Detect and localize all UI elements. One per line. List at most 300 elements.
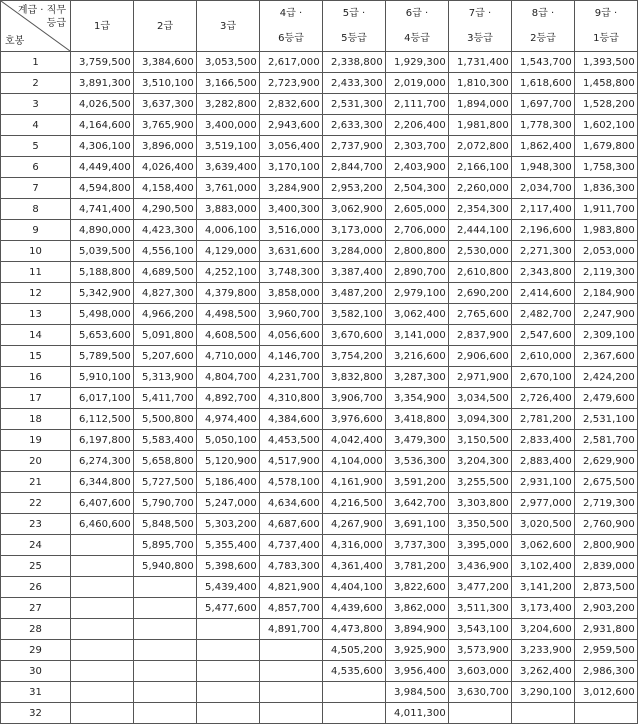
salary-cell: 4,231,700 xyxy=(260,367,323,388)
salary-cell: 4,594,800 xyxy=(71,178,134,199)
salary-cell: 2,844,700 xyxy=(323,157,386,178)
salary-cell xyxy=(197,619,260,640)
step-cell: 26 xyxy=(1,577,71,598)
salary-cell xyxy=(260,703,323,724)
salary-cell: 3,053,500 xyxy=(197,52,260,73)
salary-cell: 3,883,000 xyxy=(197,199,260,220)
grade-header-line1: 4급 · xyxy=(279,8,303,19)
salary-cell: 3,303,800 xyxy=(449,493,512,514)
salary-cell: 1,618,600 xyxy=(512,73,575,94)
salary-cell: 4,608,500 xyxy=(197,325,260,346)
salary-cell: 3,418,800 xyxy=(386,409,449,430)
salary-cell: 3,519,100 xyxy=(197,136,260,157)
salary-cell: 1,697,700 xyxy=(512,94,575,115)
salary-cell: 2,953,200 xyxy=(323,178,386,199)
salary-cell: 3,400,000 xyxy=(197,115,260,136)
salary-cell: 3,822,600 xyxy=(386,577,449,598)
salary-cell: 4,310,800 xyxy=(260,388,323,409)
salary-cell: 5,039,500 xyxy=(71,241,134,262)
salary-cell: 1,911,700 xyxy=(575,199,638,220)
salary-cell: 5,498,000 xyxy=(71,304,134,325)
salary-cell xyxy=(71,703,134,724)
table-row xyxy=(1,472,638,493)
step-cell: 10 xyxy=(1,241,71,262)
salary-cell: 3,062,600 xyxy=(512,535,575,556)
table-row xyxy=(1,346,638,367)
salary-cell: 2,883,400 xyxy=(512,451,575,472)
salary-cell: 5,658,800 xyxy=(134,451,197,472)
salary-cell xyxy=(197,703,260,724)
salary-cell: 3,891,300 xyxy=(71,73,134,94)
step-cell: 1 xyxy=(1,52,71,73)
salary-cell: 5,940,800 xyxy=(134,556,197,577)
table-row xyxy=(1,598,638,619)
salary-cell: 4,804,700 xyxy=(197,367,260,388)
salary-cell: 2,403,900 xyxy=(386,157,449,178)
salary-cell: 3,516,000 xyxy=(260,220,323,241)
grade-header-cell xyxy=(512,1,575,52)
salary-cell: 3,284,000 xyxy=(323,241,386,262)
salary-cell: 3,759,500 xyxy=(71,52,134,73)
salary-cell: 5,355,400 xyxy=(197,535,260,556)
corner-top-line2: 등급 xyxy=(46,18,66,29)
salary-cell: 2,206,400 xyxy=(386,115,449,136)
step-cell: 17 xyxy=(1,388,71,409)
salary-cell xyxy=(134,619,197,640)
corner-bottom-label: 호봉 xyxy=(5,36,25,47)
salary-cell: 3,754,200 xyxy=(323,346,386,367)
salary-cell: 3,436,900 xyxy=(449,556,512,577)
salary-cell: 3,387,400 xyxy=(323,262,386,283)
salary-cell: 2,531,100 xyxy=(575,409,638,430)
salary-cell: 2,839,000 xyxy=(575,556,638,577)
salary-cell: 3,536,300 xyxy=(386,451,449,472)
step-cell: 11 xyxy=(1,262,71,283)
salary-cell: 4,892,700 xyxy=(197,388,260,409)
salary-cell: 3,670,600 xyxy=(323,325,386,346)
salary-cell: 2,610,800 xyxy=(449,262,512,283)
grade-header-cell xyxy=(71,1,134,52)
step-cell: 19 xyxy=(1,430,71,451)
salary-cell: 3,639,400 xyxy=(197,157,260,178)
salary-cell: 2,765,600 xyxy=(449,304,512,325)
salary-cell: 2,605,000 xyxy=(386,199,449,220)
salary-cell: 4,104,000 xyxy=(323,451,386,472)
step-cell: 22 xyxy=(1,493,71,514)
table-row xyxy=(1,493,638,514)
salary-cell: 3,350,500 xyxy=(449,514,512,535)
salary-cell: 3,262,400 xyxy=(512,661,575,682)
salary-cell: 3,511,300 xyxy=(449,598,512,619)
salary-cell: 2,977,000 xyxy=(512,493,575,514)
salary-cell: 3,748,300 xyxy=(260,262,323,283)
salary-cell: 3,284,900 xyxy=(260,178,323,199)
salary-cell: 1,778,300 xyxy=(512,115,575,136)
salary-cell: 3,020,500 xyxy=(512,514,575,535)
salary-cell: 4,473,800 xyxy=(323,619,386,640)
salary-cell: 3,642,700 xyxy=(386,493,449,514)
salary-cell: 3,761,000 xyxy=(197,178,260,199)
table-row xyxy=(1,52,638,73)
salary-cell: 2,530,000 xyxy=(449,241,512,262)
salary-cell: 5,207,600 xyxy=(134,346,197,367)
table-row xyxy=(1,556,638,577)
salary-cell: 3,170,100 xyxy=(260,157,323,178)
grade-header-line1: 6급 · xyxy=(405,8,429,19)
salary-cell: 3,255,500 xyxy=(449,472,512,493)
table-row xyxy=(1,682,638,703)
grade-header-line2: 3등급 xyxy=(467,33,493,44)
salary-cell: 2,433,300 xyxy=(323,73,386,94)
salary-cell: 2,424,200 xyxy=(575,367,638,388)
salary-cell: 3,216,600 xyxy=(386,346,449,367)
salary-cell: 2,959,500 xyxy=(575,640,638,661)
salary-cell: 3,400,300 xyxy=(260,199,323,220)
salary-cell: 4,158,400 xyxy=(134,178,197,199)
salary-cell xyxy=(323,682,386,703)
salary-cell xyxy=(260,640,323,661)
table-row xyxy=(1,220,638,241)
salary-cell: 4,535,600 xyxy=(323,661,386,682)
salary-cell: 3,062,400 xyxy=(386,304,449,325)
salary-cell: 5,848,500 xyxy=(134,514,197,535)
salary-cell: 3,395,000 xyxy=(449,535,512,556)
table-row xyxy=(1,178,638,199)
salary-cell: 3,896,000 xyxy=(134,136,197,157)
salary-cell: 5,050,100 xyxy=(197,430,260,451)
salary-cell: 4,974,400 xyxy=(197,409,260,430)
salary-cell: 6,344,800 xyxy=(71,472,134,493)
salary-cell: 4,216,500 xyxy=(323,493,386,514)
salary-cell: 4,821,900 xyxy=(260,577,323,598)
salary-cell: 3,691,100 xyxy=(386,514,449,535)
salary-cell: 4,689,500 xyxy=(134,262,197,283)
step-cell: 30 xyxy=(1,661,71,682)
salary-cell: 6,017,100 xyxy=(71,388,134,409)
salary-cell xyxy=(134,598,197,619)
salary-cell: 4,129,000 xyxy=(197,241,260,262)
salary-cell: 1,929,300 xyxy=(386,52,449,73)
salary-cell xyxy=(575,703,638,724)
salary-cell xyxy=(71,598,134,619)
salary-cell: 4,891,700 xyxy=(260,619,323,640)
salary-cell: 2,034,700 xyxy=(512,178,575,199)
salary-cell: 2,832,600 xyxy=(260,94,323,115)
salary-cell: 3,150,500 xyxy=(449,430,512,451)
salary-cell: 4,306,100 xyxy=(71,136,134,157)
salary-cell: 3,984,500 xyxy=(386,682,449,703)
step-cell: 16 xyxy=(1,367,71,388)
step-cell: 32 xyxy=(1,703,71,724)
salary-cell: 5,790,700 xyxy=(134,493,197,514)
salary-cell: 4,687,600 xyxy=(260,514,323,535)
salary-cell: 2,800,900 xyxy=(575,535,638,556)
salary-cell: 3,637,300 xyxy=(134,94,197,115)
salary-cell: 4,439,600 xyxy=(323,598,386,619)
header-row xyxy=(1,1,638,52)
salary-cell: 4,404,100 xyxy=(323,577,386,598)
salary-cell xyxy=(134,682,197,703)
salary-cell: 2,479,600 xyxy=(575,388,638,409)
table-row xyxy=(1,73,638,94)
salary-cell: 3,832,800 xyxy=(323,367,386,388)
salary-cell: 5,247,000 xyxy=(197,493,260,514)
salary-cell: 4,453,500 xyxy=(260,430,323,451)
grade-header-cell xyxy=(449,1,512,52)
salary-cell: 3,173,000 xyxy=(323,220,386,241)
salary-cell: 5,342,900 xyxy=(71,283,134,304)
salary-cell: 4,316,000 xyxy=(323,535,386,556)
salary-cell: 2,690,200 xyxy=(449,283,512,304)
grade-header-line1: 7급 · xyxy=(468,8,492,19)
salary-cell: 2,931,100 xyxy=(512,472,575,493)
salary-cell: 4,146,700 xyxy=(260,346,323,367)
salary-cell: 5,120,900 xyxy=(197,451,260,472)
salary-cell: 3,781,200 xyxy=(386,556,449,577)
salary-cell xyxy=(197,661,260,682)
salary-cell xyxy=(260,661,323,682)
salary-cell: 4,505,200 xyxy=(323,640,386,661)
salary-cell: 5,727,500 xyxy=(134,472,197,493)
step-cell: 4 xyxy=(1,115,71,136)
corner-top-label xyxy=(18,4,66,30)
table-row xyxy=(1,430,638,451)
salary-cell: 2,737,900 xyxy=(323,136,386,157)
salary-cell: 1,543,700 xyxy=(512,52,575,73)
table-body xyxy=(1,52,638,724)
table-row xyxy=(1,115,638,136)
table-row xyxy=(1,136,638,157)
salary-cell: 3,287,300 xyxy=(386,367,449,388)
grade-header-line2: 2등급 xyxy=(530,33,556,44)
salary-cell xyxy=(323,703,386,724)
table-row xyxy=(1,619,638,640)
grade-header-line2: 4등급 xyxy=(404,33,430,44)
table-row xyxy=(1,304,638,325)
grade-header-line2: 6등급 xyxy=(278,33,304,44)
salary-cell: 4,006,100 xyxy=(197,220,260,241)
salary-cell: 2,833,400 xyxy=(512,430,575,451)
salary-cell: 4,737,400 xyxy=(260,535,323,556)
salary-cell xyxy=(71,619,134,640)
salary-cell: 3,976,600 xyxy=(323,409,386,430)
salary-cell: 3,582,100 xyxy=(323,304,386,325)
salary-cell: 3,858,000 xyxy=(260,283,323,304)
salary-cell xyxy=(449,703,512,724)
salary-cell: 5,091,800 xyxy=(134,325,197,346)
salary-cell: 2,309,100 xyxy=(575,325,638,346)
salary-cell: 4,783,300 xyxy=(260,556,323,577)
salary-cell: 2,906,600 xyxy=(449,346,512,367)
salary-cell: 4,384,600 xyxy=(260,409,323,430)
salary-cell: 4,890,000 xyxy=(71,220,134,241)
salary-cell: 4,827,300 xyxy=(134,283,197,304)
salary-cell: 2,890,700 xyxy=(386,262,449,283)
salary-cell: 3,862,000 xyxy=(386,598,449,619)
salary-cell: 4,710,000 xyxy=(197,346,260,367)
salary-cell: 3,631,600 xyxy=(260,241,323,262)
salary-cell: 3,141,200 xyxy=(512,577,575,598)
salary-cell: 2,675,500 xyxy=(575,472,638,493)
step-cell: 3 xyxy=(1,94,71,115)
salary-cell xyxy=(134,661,197,682)
salary-cell: 2,610,000 xyxy=(512,346,575,367)
salary-cell: 4,267,900 xyxy=(323,514,386,535)
salary-cell: 3,630,700 xyxy=(449,682,512,703)
salary-cell xyxy=(197,682,260,703)
salary-cell: 4,449,400 xyxy=(71,157,134,178)
salary-cell: 4,026,400 xyxy=(134,157,197,178)
salary-cell: 2,723,900 xyxy=(260,73,323,94)
salary-cell: 3,479,300 xyxy=(386,430,449,451)
table-row xyxy=(1,325,638,346)
salary-cell: 6,197,800 xyxy=(71,430,134,451)
salary-cell: 3,737,300 xyxy=(386,535,449,556)
grade-header-line2: 5등급 xyxy=(341,33,367,44)
salary-cell: 6,112,500 xyxy=(71,409,134,430)
salary-cell: 4,556,100 xyxy=(134,241,197,262)
salary-cell: 6,460,600 xyxy=(71,514,134,535)
salary-cell: 3,925,900 xyxy=(386,640,449,661)
table-row xyxy=(1,577,638,598)
step-cell: 5 xyxy=(1,136,71,157)
grade-header-label: 2급 xyxy=(156,20,174,32)
salary-cell: 4,042,400 xyxy=(323,430,386,451)
grade-header-line1: 8급 · xyxy=(531,8,555,19)
salary-cell: 4,161,900 xyxy=(323,472,386,493)
salary-cell: 2,781,200 xyxy=(512,409,575,430)
salary-cell: 3,034,500 xyxy=(449,388,512,409)
salary-cell: 4,056,600 xyxy=(260,325,323,346)
salary-cell: 2,617,000 xyxy=(260,52,323,73)
salary-cell: 3,765,900 xyxy=(134,115,197,136)
salary-cell: 3,510,100 xyxy=(134,73,197,94)
salary-cell: 4,252,100 xyxy=(197,262,260,283)
table-header xyxy=(1,1,638,52)
table-row xyxy=(1,157,638,178)
salary-cell: 2,117,400 xyxy=(512,199,575,220)
salary-cell: 2,019,000 xyxy=(386,73,449,94)
step-cell: 27 xyxy=(1,598,71,619)
salary-cell: 4,741,400 xyxy=(71,199,134,220)
grade-header-cell xyxy=(386,1,449,52)
table-row xyxy=(1,514,638,535)
salary-cell: 1,528,200 xyxy=(575,94,638,115)
salary-cell: 3,960,700 xyxy=(260,304,323,325)
salary-cell: 2,338,800 xyxy=(323,52,386,73)
salary-cell: 5,439,400 xyxy=(197,577,260,598)
salary-cell: 2,873,500 xyxy=(575,577,638,598)
grade-header-label: 1급 xyxy=(93,20,111,32)
grade-header-cell xyxy=(197,1,260,52)
salary-cell: 2,260,000 xyxy=(449,178,512,199)
salary-cell xyxy=(512,703,575,724)
table-row xyxy=(1,451,638,472)
table-row xyxy=(1,661,638,682)
salary-cell xyxy=(134,640,197,661)
table-row xyxy=(1,640,638,661)
salary-cell: 3,354,900 xyxy=(386,388,449,409)
table-row xyxy=(1,367,638,388)
salary-cell: 5,653,600 xyxy=(71,325,134,346)
salary-cell: 1,393,500 xyxy=(575,52,638,73)
salary-cell: 5,477,600 xyxy=(197,598,260,619)
salary-cell: 2,706,000 xyxy=(386,220,449,241)
salary-cell: 2,931,800 xyxy=(575,619,638,640)
step-cell: 21 xyxy=(1,472,71,493)
grade-header-cell xyxy=(260,1,323,52)
grade-header-line1: 5급 · xyxy=(342,8,366,19)
salary-cell xyxy=(134,703,197,724)
grade-header-label: 3급 xyxy=(219,20,237,32)
table-row xyxy=(1,241,638,262)
salary-cell xyxy=(71,640,134,661)
salary-cell: 6,407,600 xyxy=(71,493,134,514)
salary-cell: 3,477,200 xyxy=(449,577,512,598)
salary-cell xyxy=(260,682,323,703)
salary-cell: 1,836,300 xyxy=(575,178,638,199)
step-cell: 24 xyxy=(1,535,71,556)
salary-cell: 2,629,900 xyxy=(575,451,638,472)
table-row xyxy=(1,262,638,283)
table-row xyxy=(1,388,638,409)
salary-cell xyxy=(71,682,134,703)
salary-cell: 3,056,400 xyxy=(260,136,323,157)
salary-cell: 1,458,800 xyxy=(575,73,638,94)
salary-cell: 3,233,900 xyxy=(512,640,575,661)
salary-cell: 2,943,600 xyxy=(260,115,323,136)
salary-cell: 5,789,500 xyxy=(71,346,134,367)
header-corner-cell xyxy=(1,1,71,52)
salary-cell: 2,111,700 xyxy=(386,94,449,115)
salary-cell: 1,948,300 xyxy=(512,157,575,178)
salary-cell: 3,290,100 xyxy=(512,682,575,703)
salary-cell: 2,971,900 xyxy=(449,367,512,388)
salary-cell: 4,423,300 xyxy=(134,220,197,241)
salary-cell: 3,204,600 xyxy=(512,619,575,640)
salary-cell: 3,956,400 xyxy=(386,661,449,682)
salary-cell: 5,500,800 xyxy=(134,409,197,430)
salary-cell: 4,966,200 xyxy=(134,304,197,325)
salary-cell: 5,188,800 xyxy=(71,262,134,283)
grade-header-line1: 9급 · xyxy=(594,8,618,19)
salary-cell: 4,578,100 xyxy=(260,472,323,493)
corner-top-line1: 계급 · 직무 xyxy=(17,5,66,16)
salary-cell: 2,444,100 xyxy=(449,220,512,241)
salary-cell: 2,072,800 xyxy=(449,136,512,157)
salary-cell: 3,591,200 xyxy=(386,472,449,493)
salary-cell: 1,862,400 xyxy=(512,136,575,157)
grade-header-cell xyxy=(575,1,638,52)
salary-cell: 2,053,000 xyxy=(575,241,638,262)
salary-cell: 5,313,900 xyxy=(134,367,197,388)
salary-cell: 3,141,000 xyxy=(386,325,449,346)
salary-cell: 2,271,300 xyxy=(512,241,575,262)
salary-cell: 3,094,300 xyxy=(449,409,512,430)
step-cell: 12 xyxy=(1,283,71,304)
salary-cell: 2,354,300 xyxy=(449,199,512,220)
salary-cell: 2,247,900 xyxy=(575,304,638,325)
salary-cell: 2,184,900 xyxy=(575,283,638,304)
salary-cell: 3,062,900 xyxy=(323,199,386,220)
step-cell: 6 xyxy=(1,157,71,178)
salary-cell: 2,760,900 xyxy=(575,514,638,535)
salary-cell: 2,504,300 xyxy=(386,178,449,199)
step-cell: 20 xyxy=(1,451,71,472)
salary-cell: 1,758,300 xyxy=(575,157,638,178)
step-cell: 31 xyxy=(1,682,71,703)
salary-cell: 5,186,400 xyxy=(197,472,260,493)
